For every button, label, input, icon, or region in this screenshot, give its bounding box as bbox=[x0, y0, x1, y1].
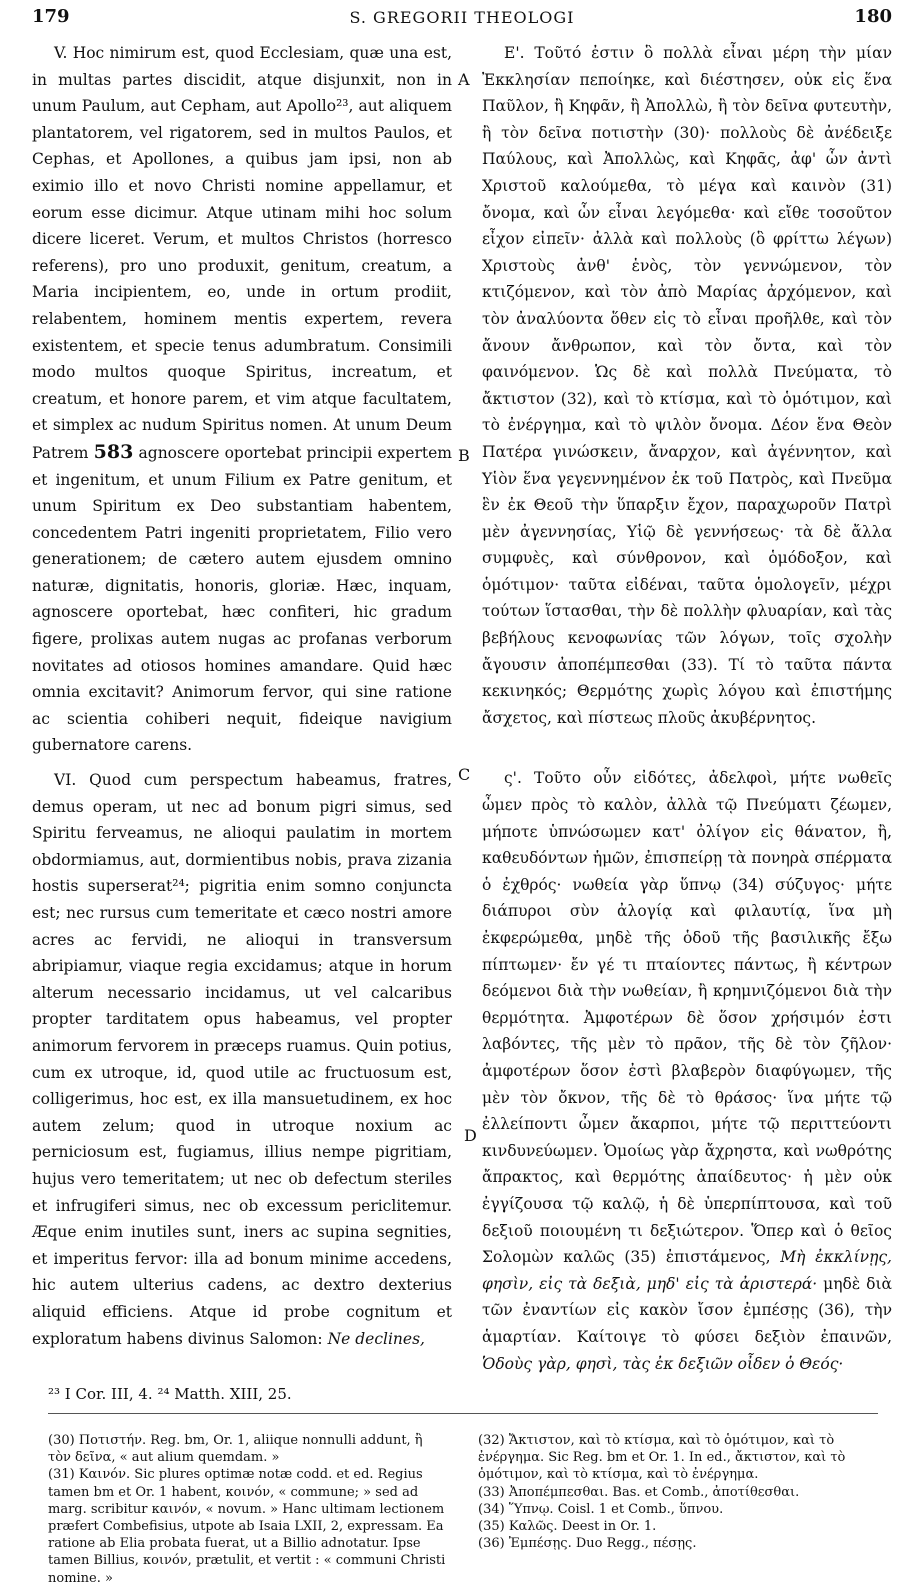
footnote-35: (35) Καλῶς. Deest in Or. 1. bbox=[478, 1519, 657, 1535]
footnote-divider bbox=[48, 1413, 878, 1414]
greek-p6-quote-2: Ὁδοὺς γὰρ, φησὶ, τὰς ἐκ δεξιῶν οἶδεν ὁ Θεός· bbox=[482, 1354, 844, 1373]
page-number-right: 180 bbox=[854, 6, 892, 27]
column-number: 583 bbox=[93, 440, 134, 463]
latin-p5-rest: agnoscere oportebat principii expertem et ingenitum, et unum Filium ex Patre genitum, et unum Spiritum ex Deo substantiam habentem, concedentem Patri ingeniti proprietatem, Filio vero generationem; de cætero autem ejusdem omnino naturæ, dignitatis, honoris, gloriæ. Hæc, inquam, agnoscere oportebat, hæc confiteri, hic gradum figere, prolixas autem nugas ac profanas verborum novitates ad otiosos homines amandare. Quid hæc omnia excitavit? Animorum fervor, qui sine ratione ac scientia cohiberi nequit, fideique navigium gubernatore carens. bbox=[32, 443, 452, 755]
latin-p6-text: VI. Quod cum perspectum habeamus, fratres, demus operam, ut nec ad bonum pigri simus, sed Spiritu ferveamus, ne alioqui paulatim in mortem obdormiamus, aut, dormientibus nobis, prava zizania hostis superserat²⁴; pigritia enim somno conjuncta est; nec rursus cum temeritate et cæco nostri amore acres ac fervidi, ne alioqui in transversum abripiamur, viaque regia excidamus; atque in horum alterum necessario incidamus, ut vel calcaribus propter tarditatem opus habeamus, vel propter animorum fervorem in præceps ruamus. Quin potius, cum ex utroque, id, quod utile ac fructuosum est, colligerimus, hoc est, ex illa mansuetudinem, ex hoc autem zelum; quod in utroque noxium ac perniciosum est, fugiamus, illius nempe pigritiam, hujus vero temeritatem; ut nec ob defectum steriles et infrugiferi simus, nec ob excessum periclitemur. Æque enim inutiles sunt, iners ac supina segnities, et imperitus fervor: illa ad bonum minime accedens, hic autem ulterius cadens, ac dextro dexterius aliquid efficiens. Atque id probe cognitum et exploratum habens divinus Salomon: bbox=[32, 771, 452, 1348]
latin-paragraph-6 bbox=[32, 767, 452, 1352]
footnote-34: (34) Ὕπνῳ. Coisl. 1 et Comb., ὕπνου. bbox=[478, 1501, 724, 1517]
footnote-32: (32) Ἄκτιστον, καὶ τὸ κτίσμα, καὶ τὸ ὁμότιμον, καὶ τὸ ἐνέργημα. Sic Reg. bm et Or. 1. In ed., ἄκτιστον, καὶ τὸ ὁμότιμον, καὶ τὸ κτίσμα, καὶ τὸ ἐνέργημα. bbox=[478, 1433, 846, 1483]
footnotes-left bbox=[48, 1432, 448, 1587]
margin-letter-b: B bbox=[458, 446, 470, 465]
margin-letter-d: D bbox=[464, 1126, 477, 1145]
latin-p6-quote: Ne declines, bbox=[327, 1329, 425, 1348]
footnotes-right bbox=[478, 1432, 888, 1552]
margin-letter-c: C bbox=[458, 765, 471, 784]
footnote-33: (33) Ἀποπέμπεσθαι. Bas. et Comb., ἀποτίθεσθαι. bbox=[478, 1484, 800, 1500]
footnote-30: (30) Ποτιστήν. Reg. bm, Or. 1, aliique nonnulli addunt, ἢ τὸν δεῖνα, « aut alium quemdam. » bbox=[48, 1433, 423, 1466]
latin-p5-text: V. Hoc nimirum est, quod Ecclesiam, quæ una est, in multas partes discidit, atque disjunxit, non in unum Paulum, aut Cepham, aut Apollo²³, aut aliquem plantatorem, vel rigatorem, sed in multos Paulos, et Cephas, et Apollones, a quibus jam ipsi, non ab eximio illo et novo Christi nomine appellamur, et eorum esse dicimur. Atque utinam mihi hoc solum dicere liceret. Verum, et multos Christos (horresco referens), pro uno produxit, genitum, creatum, a Maria incipientem, eo, unde in ortum prodiit, relabentem, hominem mentis expertem, revera existentem, et specie tenus adumbratum. Consimili modo multos quoque Spiritus, increatum, et creatum, et honore parem, et vim atque facultatem, et simplex ac nudum Spiritus nomen. At unum Deum Patrem bbox=[32, 44, 452, 462]
greek-p6-quote: Μὴ ἐκκλίνῃς, φησὶν, εἰς τὰ δεξιὰ, μηδ' εἰς τὰ ἀριστερά· bbox=[482, 1248, 892, 1293]
page-header bbox=[32, 6, 892, 38]
margin-letter-a: A bbox=[458, 70, 470, 89]
latin-paragraph-5 bbox=[32, 40, 452, 759]
running-title: S. GREGORII THEOLOGI bbox=[349, 8, 575, 27]
footnote-36: (36) Ἐμπέσῃς. Duo Regg., πέσῃς. bbox=[478, 1536, 697, 1552]
greek-column bbox=[482, 40, 892, 1377]
footnote-31: (31) Καινόν. Sic plures optimæ notæ codd. et ed. Regius tamen bm et Or. 1 habent, κοινόν, « commune; » sed ad marg. scribitur καινόν, « novum. » Hanc ultimam lectionem præfert Combefisius, utpote ab Isaia LXII, 2, expressam. Ea ratione ab Elia probata fuerat, ut a Billio adnotatur. Ipse tamen Billius, κοινόν, prætulit, et vertit : « communi Christi nomine. » bbox=[48, 1467, 446, 1586]
scripture-references: ²³ I Cor. III, 4. ²⁴ Matth. XIII, 25. bbox=[48, 1385, 292, 1403]
page-number-left: 179 bbox=[32, 6, 70, 27]
latin-column bbox=[32, 40, 452, 1352]
greek-paragraph-6 bbox=[482, 765, 892, 1377]
greek-paragraph-5: Ε'. Τοῦτό ἐστιν ὃ πολλὰ εἶναι μέρη τὴν μίαν Ἐκκλησίαν πεποίηκε, καὶ διέστησεν, οὐκ εἰς ἕνα Παῦλον, ἢ Κηφᾶν, ἢ Ἀπολλὼ, ἢ τὸν δεῖνα φυτευτὴν, ἢ τὸν δεῖνα ποτιστὴν (30)· πολλοὺς δὲ ἀνέδειξε Παύλους, καὶ Ἀπολλὼς, καὶ Κηφᾶς, ἀφ' ὧν ἀντὶ Χριστοῦ καλούμεθα, τὸ μέγα καὶ καινὸν (31) ὄνομα, καὶ ὧν εἶναι λεγόμεθα· καὶ εἴθε τοσοῦτον εἶχον εἰπεῖν· ἀλλὰ καὶ πολλοὺς (ὃ φρίττω λέγων) Χριστοὺς ἀνθ' ἑνὸς, τὸν γεννώμενον, τὸν κτιζόμενον, καὶ τὸν ἀπὸ Μαρίας ἀρχόμενον, καὶ τὸν ἀναλύοντα ὅθεν εἰς τὸ εἶναι προῆλθε, καὶ τὸν ἄνουν ἄνθρωπον, καὶ τὸν ὄντα, καὶ τὸν φαινόμενον. Ὡς δὲ καὶ πολλὰ Πνεύματα, τὸ ἄκτιστον (32), καὶ τὸ κτίσμα, καὶ τὸ ὁμότιμον, καὶ τὸ ἐνέργημα, καὶ τὸ ψιλὸν ὄνομα. Δέον ἕνα Θεὸν Πατέρα γινώσκειν, ἄναρχον, καὶ ἀγέννητον, καὶ Υἱὸν ἕνα γεγεννημένον ἐκ τοῦ Πατρὸς, καὶ Πνεῦμα ἓν ἐκ Θεοῦ τὴν ὕπαρξιν ἔχον, παραχωροῦν Πατρὶ μὲν ἀγεννησίας, Υἱῷ δὲ γεννήσεως· τὰ δὲ ἄλλα συμφυὲς, καὶ σύνθρονον, καὶ ὁμόδοξον, καὶ ὁμότιμον· ταῦτα εἰδέναι, ταῦτα ὁμολογεῖν, μέχρι τούτων ἵστασθαι, τὴν δὲ πολλὴν φλυαρίαν, καὶ τὰς βεβήλους κενοφωνίας τῶν λόγων, τοῖς σχολὴν ἄγουσιν ἀποπέμπεσθαι (33). Τί τὸ ταῦτα πάντα κεκινηκός; Θερμότης χωρὶς λόγου καὶ ἐπιστήμης ἄσχετος, καὶ πίστεως πλοῦς ἀκυβέρνητος. bbox=[482, 44, 892, 727]
greek-p6-continued: μηδὲ διὰ τῶν ἐναντίων εἰς κακὸν ἴσον ἐμπέσῃς (36), τὴν ἁμαρτίαν. Καίτοιγε τὸ φύσει δεξιὸν ἐπαινῶν, bbox=[482, 1274, 892, 1346]
greek-p6-text: ς'. Τοῦτο οὖν εἰδότες, ἀδελφοὶ, μήτε νωθεῖς ὦμεν πρὸς τὸ καλὸν, ἀλλὰ τῷ Πνεύματι ζέωμεν, μήποτε ὑπνώσωμεν κατ' ὀλίγον εἰς θάνατον, ἢ, καθευδόντων ἡμῶν, ἐπισπείρῃ τὰ πονηρὰ σπέρματα ὁ ἐχθρός· νωθεία γὰρ ὕπνῳ (34) σύζυγος· μήτε διάπυροι σὺν ἀλογίᾳ καὶ φιλαυτίᾳ, ἵνα μὴ ἐκφερώμεθα, μηδὲ τῆς ὁδοῦ τῆς βασιλικῆς ἔξω πίπτωμεν· ἔν γέ τι πταίοντες πάντως, ἢ κέντρων δεόμενοι διὰ τὴν νωθείαν, ἢ κρημνιζόμενοι διὰ τὴν θερμότητα. Ἀμφοτέρων δὲ ὅσον χρήσιμόν ἐστι λαβόντες, τῆς μὲν τὸ πρᾶον, τῆς δὲ τὸν ζῆλον· ἀμφοτέρων ὅσον ἐστὶ βλαβερὸν διαφύγωμεν, τῆς μὲν τὸν ὄκνον, τῆς δὲ τὸ θράσος· ἵνα μήτε τῷ ἐλλείποντι ὦμεν ἄκαρποι, μήτε τῷ περιττεύοντι κινδυνεύωμεν. Ὁμοίως γὰρ ἄχρηστα, καὶ νωθρότης ἄπρακτος, καὶ θερμότης ἀπαίδευτος· ἡ μὲν οὐκ ἐγγίζουσα τῷ καλῷ, ἡ δὲ ὑπερπίπτουσα, καὶ τοῦ δεξιοῦ ποιουμένη τι δεξιώτερον. Ὅπερ καὶ ὁ θεῖος Σολομὼν καλῶς (35) ἐπιστάμενος, bbox=[482, 769, 892, 1267]
